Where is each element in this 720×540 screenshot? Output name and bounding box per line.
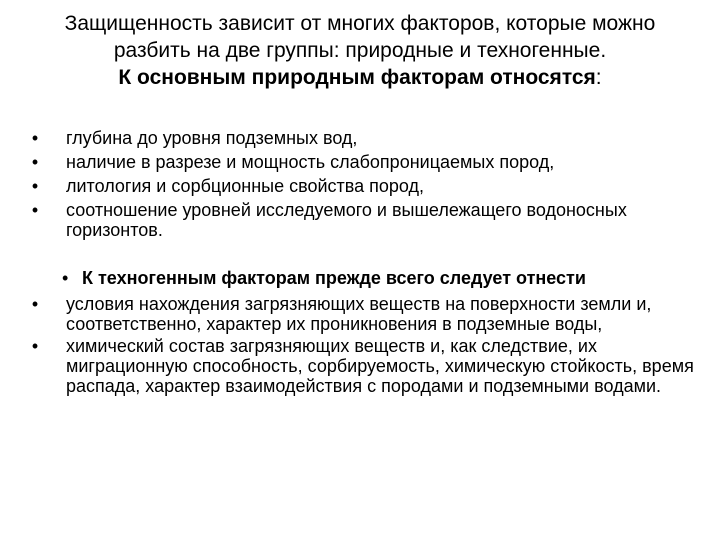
list-item-text: соотношение уровней исследуемого и вышележащего водоносных горизонтов. <box>66 200 627 240</box>
bullet-icon: • <box>31 200 39 220</box>
intro-text: Защищенность зависит от многих факторов, которые можно разбить на две группы: природные и техногенные. <box>64 12 656 62</box>
list-item-text: химический состав загрязняющих веществ и, как следствие, их миграционную способность, сорбируемость, химическую стойкость, время распада, характер взаимодействия с породами и подземными водами. <box>66 336 694 396</box>
intro-paragraph <box>50 10 670 91</box>
list-item-text: литология и сорбционные свойства пород, <box>66 176 425 196</box>
list-item-text: условия нахождения загрязняющих веществ на поверхности земли и, соответственно, характер их проникновения в подземные воды, <box>66 294 652 334</box>
list-item-text: наличие в разрезе и мощность слабопроницаемых пород, <box>66 152 555 172</box>
natural-factors-heading-bold: К основным природным факторам относятся <box>118 66 596 89</box>
list-item-text: глубина до уровня подземных вод, <box>66 128 358 148</box>
list-item <box>28 152 688 172</box>
bullet-icon: • <box>62 268 69 288</box>
bullet-icon: • <box>31 176 39 196</box>
tech-factors-list <box>28 294 708 398</box>
bullet-icon: • <box>31 336 39 356</box>
list-item <box>28 200 688 240</box>
list-item <box>28 176 688 196</box>
bullet-icon: • <box>31 128 39 148</box>
tech-factors-heading <box>62 268 586 288</box>
natural-factors-list <box>28 128 688 244</box>
bullet-icon: • <box>31 152 39 172</box>
list-item <box>28 336 708 396</box>
list-item <box>28 294 708 334</box>
natural-factors-heading-colon: : <box>595 66 602 89</box>
bullet-icon: • <box>31 294 39 314</box>
tech-factors-heading-text: К техногенным факторам прежде всего следует отнести <box>82 268 586 288</box>
list-item <box>28 128 688 148</box>
natural-factors-heading <box>50 64 670 91</box>
